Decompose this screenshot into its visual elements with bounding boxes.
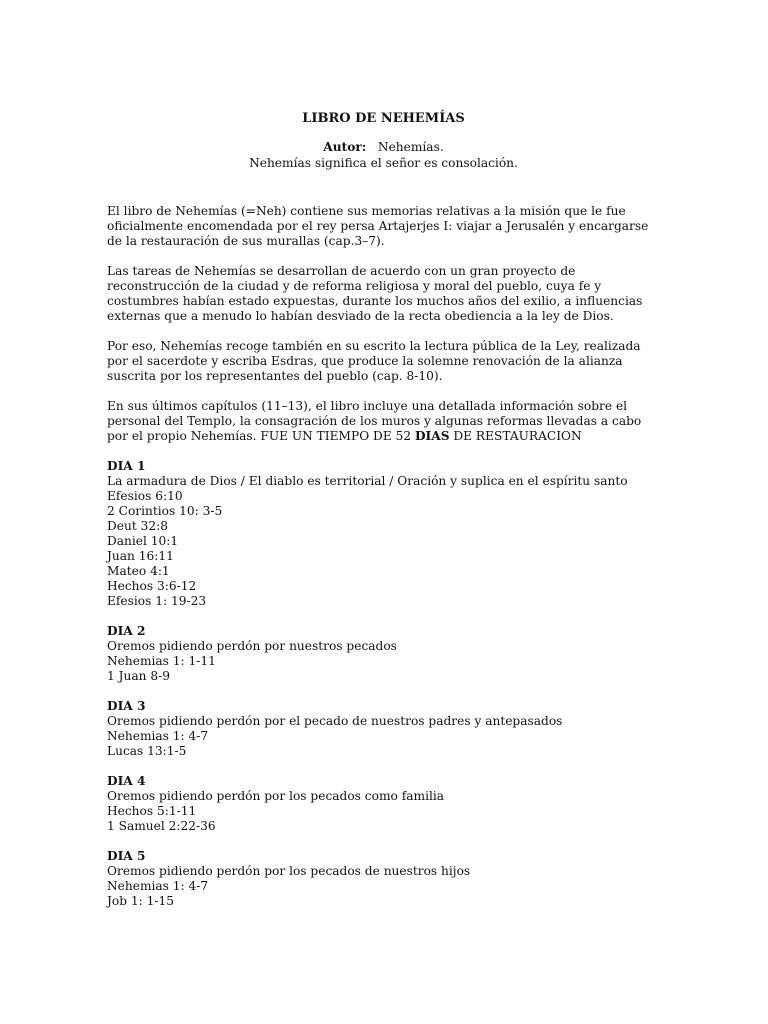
day-5-reference: Job 1: 1-15: [107, 894, 175, 908]
paragraph-last-chapters: [107, 399, 660, 444]
day-1-reference: Efesios 6:10: [107, 489, 183, 503]
day-2-title: DIA 2: [107, 624, 146, 638]
name-meaning: Nehemías significa el señor es consolación.: [249, 156, 518, 170]
paragraph-intro: El libro de Nehemías (=Neh) contiene sus memorias relativas a la misión que le fue oficialmente encomendada por el rey persa Artajerjes I: viajar a Jerusalén y encargarse de la restauración de sus murallas (cap.3–7).: [107, 204, 649, 248]
last-paragraph-bold: DIAS: [414, 429, 450, 443]
paragraph-tasks: Las tareas de Nehemías se desarrollan de acuerdo con un gran proyecto de reconstrucción de la ciudad y de reforma religiosa y moral del pueblo, cuya fe y costumbres habían estado expuestas, durante los muchos años del exilio, a influencias externas que a menudo lo habían desviado de la recta obediencia a la ley de Dios.: [107, 264, 643, 323]
last-paragraph-end: DE RESTAURACION: [449, 429, 582, 443]
day-3-topic: Oremos pidiendo perdón por el pecado de nuestros padres y antepasados: [107, 714, 563, 728]
day-2-section: [107, 624, 660, 684]
day-3-title: DIA 3: [107, 699, 146, 713]
day-1-reference: Juan 16:11: [107, 549, 174, 563]
last-paragraph-text: En sus últimos capítulos (11–13), el libro incluye una detallada información sobre el personal del Templo, la consagración de los muros y algunas reformas llevadas a cabo por el propio Nehemías. FUE UN TIEMPO DE 52: [107, 399, 642, 443]
paragraph-law: Por eso, Nehemías recoge también en su escrito la lectura pública de la Ley, realizada por el sacerdote y escriba Esdras, que produce la solemne renovación de la alianza suscrita por los representantes del pueblo (cap. 8-10).: [107, 339, 641, 383]
day-5-title: DIA 5: [107, 849, 146, 863]
day-5-section: [107, 849, 660, 909]
day-3-section: [107, 699, 660, 759]
day-1-reference: Efesios 1: 19-23: [107, 594, 207, 608]
day-2-reference: Nehemias 1: 1-11: [107, 654, 216, 668]
day-5-reference: Nehemias 1: 4-7: [107, 879, 209, 893]
day-4-reference: 1 Samuel 2:22-36: [107, 819, 216, 833]
day-4-reference: Hechos 5:1-11: [107, 804, 197, 818]
document-title: LIBRO DE NEHEMÍAS: [302, 111, 465, 126]
author-name: Nehemías.: [377, 140, 444, 154]
day-1-reference: Hechos 3:6-12: [107, 579, 197, 593]
day-4-section: [107, 774, 660, 834]
day-1-title: DIA 1: [107, 459, 146, 473]
day-3-reference: Nehemias 1: 4-7: [107, 729, 209, 743]
day-1-section: [107, 459, 660, 609]
day-1-reference: Mateo 4:1: [107, 564, 170, 578]
author-line: [107, 140, 660, 155]
day-2-reference: 1 Juan 8-9: [107, 669, 170, 683]
day-3-reference: Lucas 13:1-5: [107, 744, 187, 758]
day-4-title: DIA 4: [107, 774, 146, 788]
day-2-topic: Oremos pidiendo perdón por nuestros pecados: [107, 639, 397, 653]
day-1-reference: 2 Corintios 10: 3-5: [107, 504, 223, 518]
day-1-reference: Daniel 10:1: [107, 534, 179, 548]
day-1-topic: La armadura de Dios / El diablo es territorial / Oración y suplica en el espíritu santo: [107, 474, 628, 488]
day-4-topic: Oremos pidiendo perdón por los pecados como familia: [107, 789, 445, 803]
day-5-topic: Oremos pidiendo perdón por los pecados de nuestros hijos: [107, 864, 471, 878]
day-1-reference: Deut 32:8: [107, 519, 168, 533]
author-label: Autor:: [323, 140, 367, 154]
